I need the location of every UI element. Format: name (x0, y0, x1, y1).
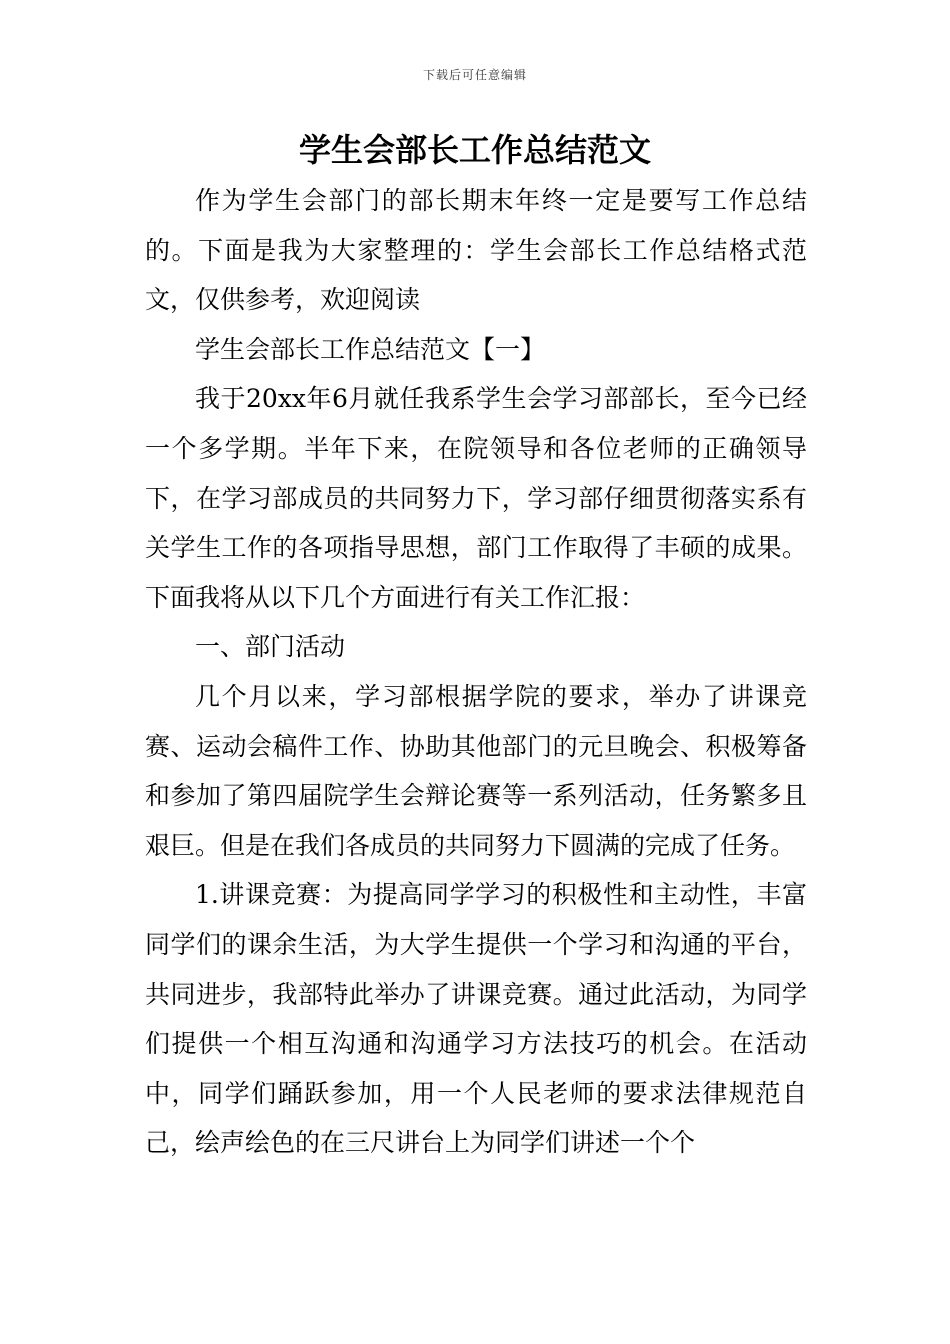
body-paragraph: 1.讲课竞赛：为提高同学学习的积极性和主动性，丰富同学们的课余生活，为大学生提供一个学习和沟通的平台，共同进步，我部特此举办了讲课竞赛。通过此活动，为同学们提供一个相互沟通和沟通学习方法技巧的机会。在活动中，同学们踊跃参加，用一个人民老师的要求法律规范自己，绘声绘色的在三尺讲台上为同学们讲述一个个 (145, 880, 807, 1158)
subsection-heading: 一、部门活动 (195, 632, 346, 662)
body-paragraph: 几个月以来，学习部根据学院的要求，举办了讲课竞赛、运动会稿件工作、协助其他部门的元旦晚会、积极筹备和参加了第四届院学生会辩论赛等一系列活动，任务繁多且艰巨。但是在我们各成员的共同努力下圆满的完成了任务。 (145, 681, 807, 860)
section-heading: 学生会部长工作总结范文【一】 (195, 334, 546, 364)
intro-paragraph: 作为学生会部门的部长期末年终一定是要写工作总结的。下面是我为大家整理的：学生会部长工作总结格式范文，仅供参考，欢迎阅读 (145, 186, 807, 315)
header-note: 下载后可任意编辑 (422, 68, 527, 82)
document-title: 学生会部长工作总结范文 (298, 131, 651, 169)
body-paragraph: 我于20xx年6月就任我系学生会学习部部长，至今已经一个多学期。半年下来，在院领导和各位老师的正确领导下，在学习部成员的共同努力下，学习部仔细贯彻落实系有关学生工作的各项指导思想，部门工作取得了丰硕的成果。下面我将从以下几个方面进行有关工作汇报： (145, 384, 807, 612)
document-body (145, 176, 807, 1168)
